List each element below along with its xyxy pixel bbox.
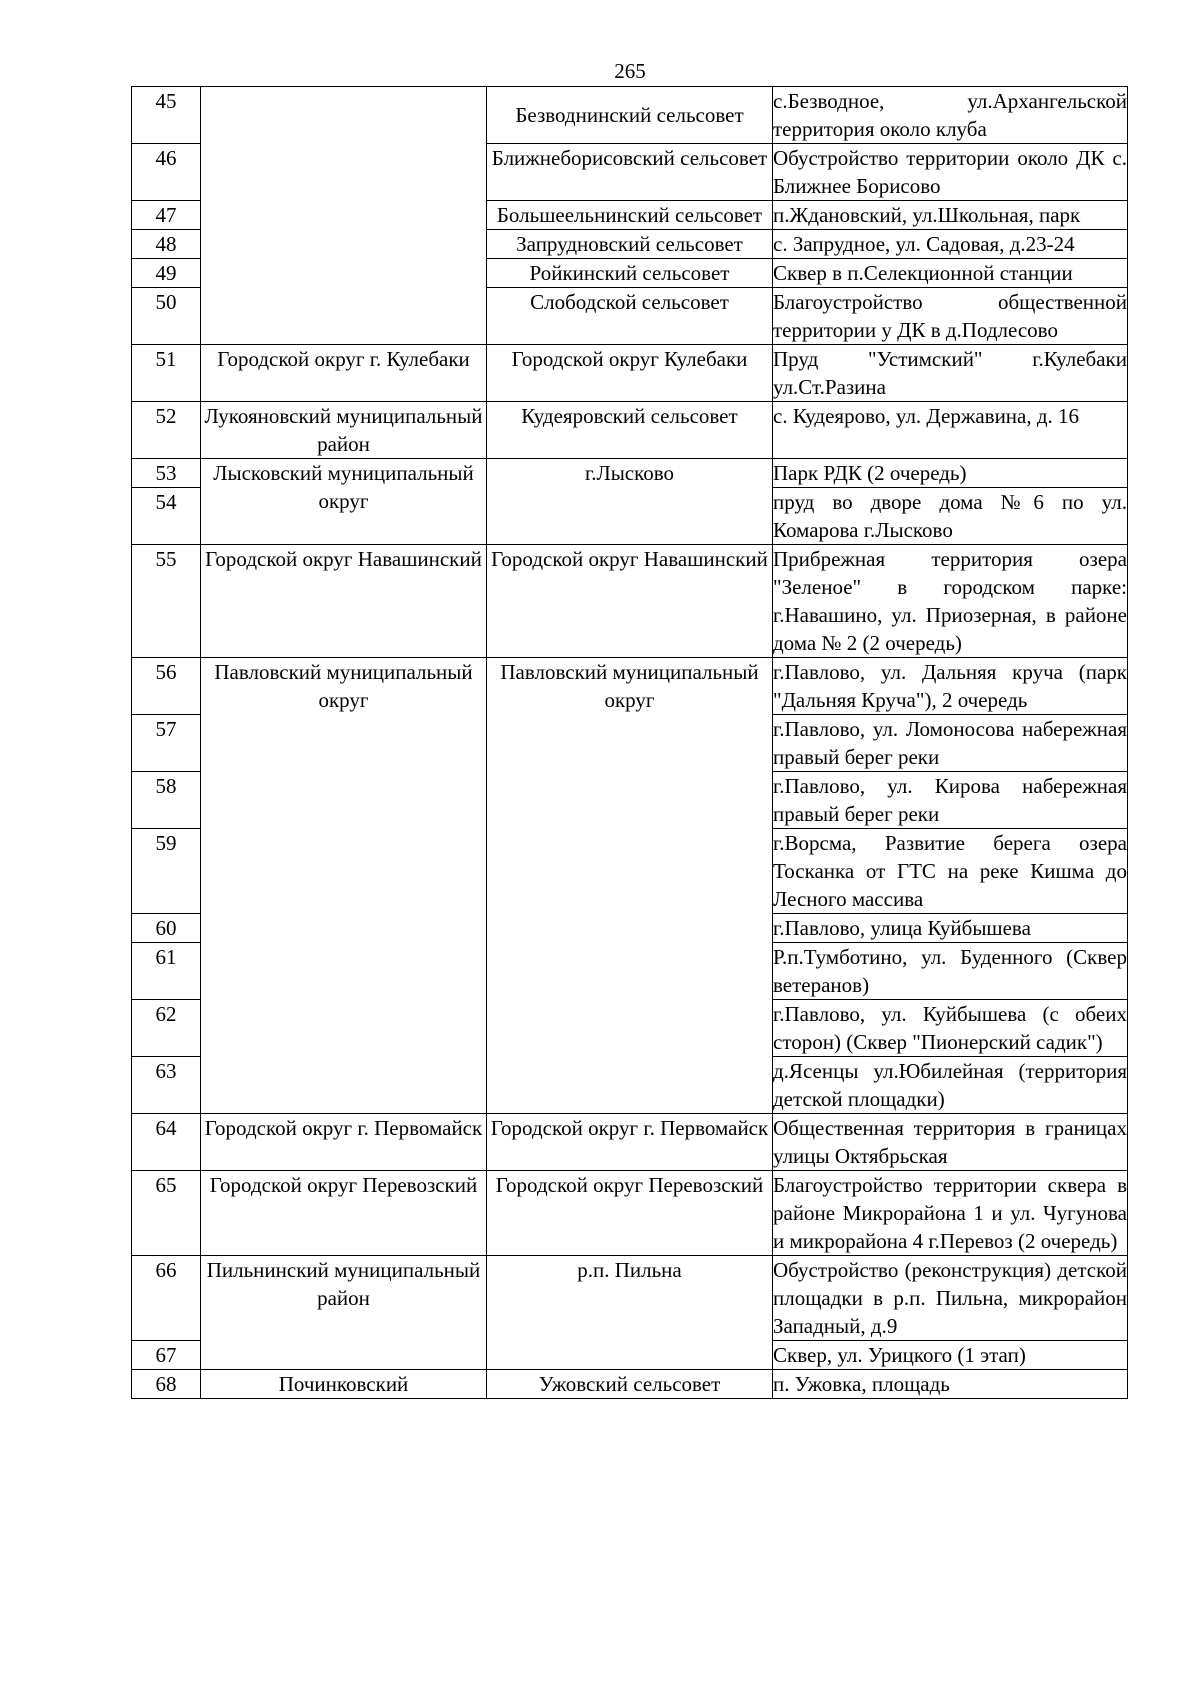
district-cell: Пильнинский муниципальный район	[201, 1256, 487, 1370]
row-number: 67	[132, 1341, 201, 1370]
object-cell: п.Ждановский, ул.Школьная, парк	[773, 201, 1128, 230]
settlement-cell: Большеельнинский сельсовет	[487, 201, 773, 230]
row-number: 53	[132, 459, 201, 488]
object-cell: с.Безводное, ул.Архангельской территория около клуба	[773, 87, 1128, 144]
table-row	[132, 345, 1128, 402]
object-cell: Благоустройство территории сквера в районе Микрорайона 1 и ул. Чугунова и микрорайона 4 г.Перевоз (2 очередь)	[773, 1171, 1128, 1256]
object-cell: с. Кудеярово, ул. Державина, д. 16	[773, 402, 1128, 459]
settlement-cell: Ройкинский сельсовет	[487, 259, 773, 288]
object-cell: г.Павлово, ул. Дальняя круча (парк "Дальняя Круча"), 2 очередь	[773, 658, 1128, 715]
object-cell: Общественная территория в границах улицы Октябрьская	[773, 1114, 1128, 1171]
row-number: 47	[132, 201, 201, 230]
settlement-cell: г.Лысково	[487, 459, 773, 545]
district-cell: Городской округ г. Кулебаки	[201, 345, 487, 402]
row-number: 60	[132, 914, 201, 943]
object-cell: г.Павлово, улица Куйбышева	[773, 914, 1128, 943]
object-cell: Парк РДК (2 очередь)	[773, 459, 1128, 488]
object-cell: г.Павлово, ул. Ломоносова набережная правый берег реки	[773, 715, 1128, 772]
row-number: 66	[132, 1256, 201, 1341]
object-cell: г.Павлово, ул. Куйбышева (с обеих сторон) (Сквер "Пионерский садик")	[773, 1000, 1128, 1057]
row-number: 68	[132, 1370, 201, 1399]
settlement-cell: Ужовский сельсовет	[487, 1370, 773, 1399]
table-row	[132, 1256, 1128, 1341]
table-row	[132, 1370, 1128, 1399]
row-number: 45	[132, 87, 201, 144]
object-cell: с. Запрудное, ул. Садовая, д.23-24	[773, 230, 1128, 259]
row-number: 61	[132, 943, 201, 1000]
row-number: 58	[132, 772, 201, 829]
row-number: 63	[132, 1057, 201, 1114]
object-cell: Обустройство территории около ДК с. Ближнее Борисово	[773, 144, 1128, 201]
district-cell: Лукояновский муниципальный район	[201, 402, 487, 459]
object-cell: пруд во дворе дома №6 по ул. Комарова г.Лысково	[773, 488, 1128, 545]
settlement-cell: Павловский муниципальный округ	[487, 658, 773, 1114]
row-number: 51	[132, 345, 201, 402]
object-cell: Сквер в п.Селекционной станции	[773, 259, 1128, 288]
row-number: 65	[132, 1171, 201, 1256]
row-number: 57	[132, 715, 201, 772]
object-cell: Сквер, ул. Урицкого (1 этап)	[773, 1341, 1128, 1370]
district-cell: Лысковский муниципальный округ	[201, 459, 487, 545]
page-number: 265	[614, 59, 646, 83]
table-row	[132, 459, 1128, 488]
row-number: 64	[132, 1114, 201, 1171]
object-cell: Благоустройство общественной территории у ДК в д.Подлесово	[773, 288, 1128, 345]
row-number: 62	[132, 1000, 201, 1057]
row-number: 56	[132, 658, 201, 715]
row-number: 52	[132, 402, 201, 459]
row-number: 54	[132, 488, 201, 545]
row-number: 59	[132, 829, 201, 914]
row-number: 48	[132, 230, 201, 259]
row-number: 50	[132, 288, 201, 345]
settlement-cell: Городской округ г. Первомайск	[487, 1114, 773, 1171]
object-cell: г.Павлово, ул. Кирова набережная правый берег реки	[773, 772, 1128, 829]
district-cell: Городской округ Навашинский	[201, 545, 487, 658]
table-row	[132, 1171, 1128, 1256]
settlement-cell: Городской округ Перевозский	[487, 1171, 773, 1256]
table-row	[132, 1114, 1128, 1171]
settlement-cell: Ближнеборисовский сельсовет	[487, 144, 773, 201]
district-cell: Павловский муниципальный округ	[201, 658, 487, 1114]
settlement-cell: Запрудновский сельсовет	[487, 230, 773, 259]
object-cell: Обустройство (реконструкция) детской площадки в р.п. Пильна, микрорайон Западный, д.9	[773, 1256, 1128, 1341]
registry-table	[131, 86, 1128, 1399]
district-cell	[201, 87, 487, 345]
settlement-cell: р.п. Пильна	[487, 1256, 773, 1370]
settlement-cell: Безводнинский сельсовет	[487, 87, 773, 144]
district-cell: Городской округ Перевозский	[201, 1171, 487, 1256]
object-cell: п. Ужовка, площадь	[773, 1370, 1128, 1399]
row-number: 49	[132, 259, 201, 288]
settlement-cell: Кудеяровский сельсовет	[487, 402, 773, 459]
row-number: 55	[132, 545, 201, 658]
object-cell: д.Ясенцы ул.Юбилейная (территория детской площадки)	[773, 1057, 1128, 1114]
district-cell: Городской округ г. Первомайск	[201, 1114, 487, 1171]
settlement-cell: Городской округ Навашинский	[487, 545, 773, 658]
table-row	[132, 402, 1128, 459]
settlement-cell: Городской округ Кулебаки	[487, 345, 773, 402]
table-row	[132, 658, 1128, 715]
object-cell: Пруд "Устимский" г.Кулебаки ул.Ст.Разина	[773, 345, 1128, 402]
object-cell: Прибрежная территория озера "Зеленое" в городском парке: г.Навашино, ул. Приозерная, в районе дома № 2 (2 очередь)	[773, 545, 1128, 658]
table-row	[132, 545, 1128, 658]
settlement-cell: Слободской сельсовет	[487, 288, 773, 345]
district-cell: Починковский	[201, 1370, 487, 1399]
row-number: 46	[132, 144, 201, 201]
table-row	[132, 87, 1128, 144]
object-cell: г.Ворсма, Развитие берега озера Тосканка от ГТС на реке Кишма до Лесного массива	[773, 829, 1128, 914]
object-cell: Р.п.Тумботино, ул. Буденного (Сквер ветеранов)	[773, 943, 1128, 1000]
